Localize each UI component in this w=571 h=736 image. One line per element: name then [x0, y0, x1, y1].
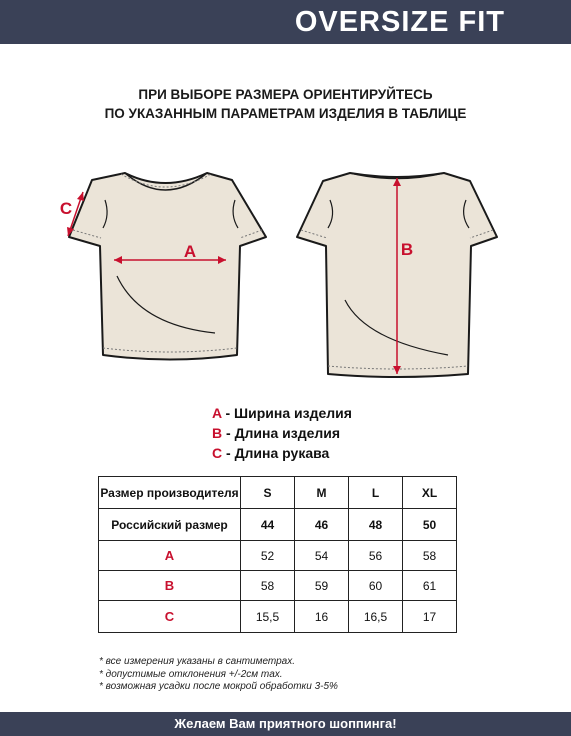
table-cell: 59 [295, 571, 349, 601]
table-cell: 52 [241, 541, 295, 571]
tshirt-front [67, 173, 266, 360]
legend-item-b: B - Длина изделия [212, 425, 341, 441]
cell-ru-m: 46 [295, 509, 349, 541]
label-a: A [183, 242, 197, 261]
cell-size-xl: XL [403, 477, 457, 509]
table-cell: 58 [241, 571, 295, 601]
footnotes [99, 656, 338, 694]
table-row-russian [99, 509, 457, 541]
table-row-c [99, 601, 457, 633]
table-cell: 58 [403, 541, 457, 571]
cell-ru-s: 44 [241, 509, 295, 541]
table-row-b [99, 571, 457, 601]
label-b: B [400, 240, 414, 259]
instruction-line-2: ПО УКАЗАННЫМ ПАРАМЕТРАМ ИЗДЕЛИЯ В ТАБЛИЦЕ [104, 106, 467, 121]
table-cell: 61 [403, 571, 457, 601]
tshirt-diagram [0, 150, 571, 390]
cell-ru-xl: 50 [403, 509, 457, 541]
cell-label-b: B [99, 571, 241, 601]
instruction-line-1: ПРИ ВЫБОРЕ РАЗМЕРА ОРИЕНТИРУЙТЕСЬ [138, 87, 433, 102]
fit-title: OVERSIZE FIT [294, 6, 505, 38]
cell-size-l: L [349, 477, 403, 509]
table-cell: 54 [295, 541, 349, 571]
footnote-units: * все измерения указаны в сантиметрах. [99, 656, 296, 667]
table-cell: 16,5 [349, 601, 403, 633]
tshirt-back [297, 173, 497, 377]
footnote-shrinkage: * возможная усадки после мокрой обработки 3-5% [99, 681, 338, 692]
legend-item-a: A - Ширина изделия [212, 405, 352, 421]
table-cell: 17 [403, 601, 457, 633]
cell-manufacturer-size: Размер производителя [99, 477, 241, 509]
cell-russian-size: Российский размер [99, 509, 241, 541]
label-c: C [59, 199, 73, 218]
cell-label-c: C [99, 601, 241, 633]
size-table [98, 476, 457, 633]
table-cell: 60 [349, 571, 403, 601]
cell-size-m: M [295, 477, 349, 509]
cell-size-s: S [241, 477, 295, 509]
table-row-header [99, 477, 457, 509]
measurement-legend [212, 403, 352, 463]
cell-label-a: A [99, 541, 241, 571]
legend-item-c: C - Длина рукава [212, 445, 330, 461]
table-cell: 15,5 [241, 601, 295, 633]
footnote-tolerance: * допустимые отклонения +/-2см max. [99, 668, 283, 680]
table-cell: 56 [349, 541, 403, 571]
footer-message: Желаем Вам приятного шоппинга! [174, 716, 397, 731]
table-cell: 16 [295, 601, 349, 633]
table-row-a [99, 541, 457, 571]
cell-ru-l: 48 [349, 509, 403, 541]
